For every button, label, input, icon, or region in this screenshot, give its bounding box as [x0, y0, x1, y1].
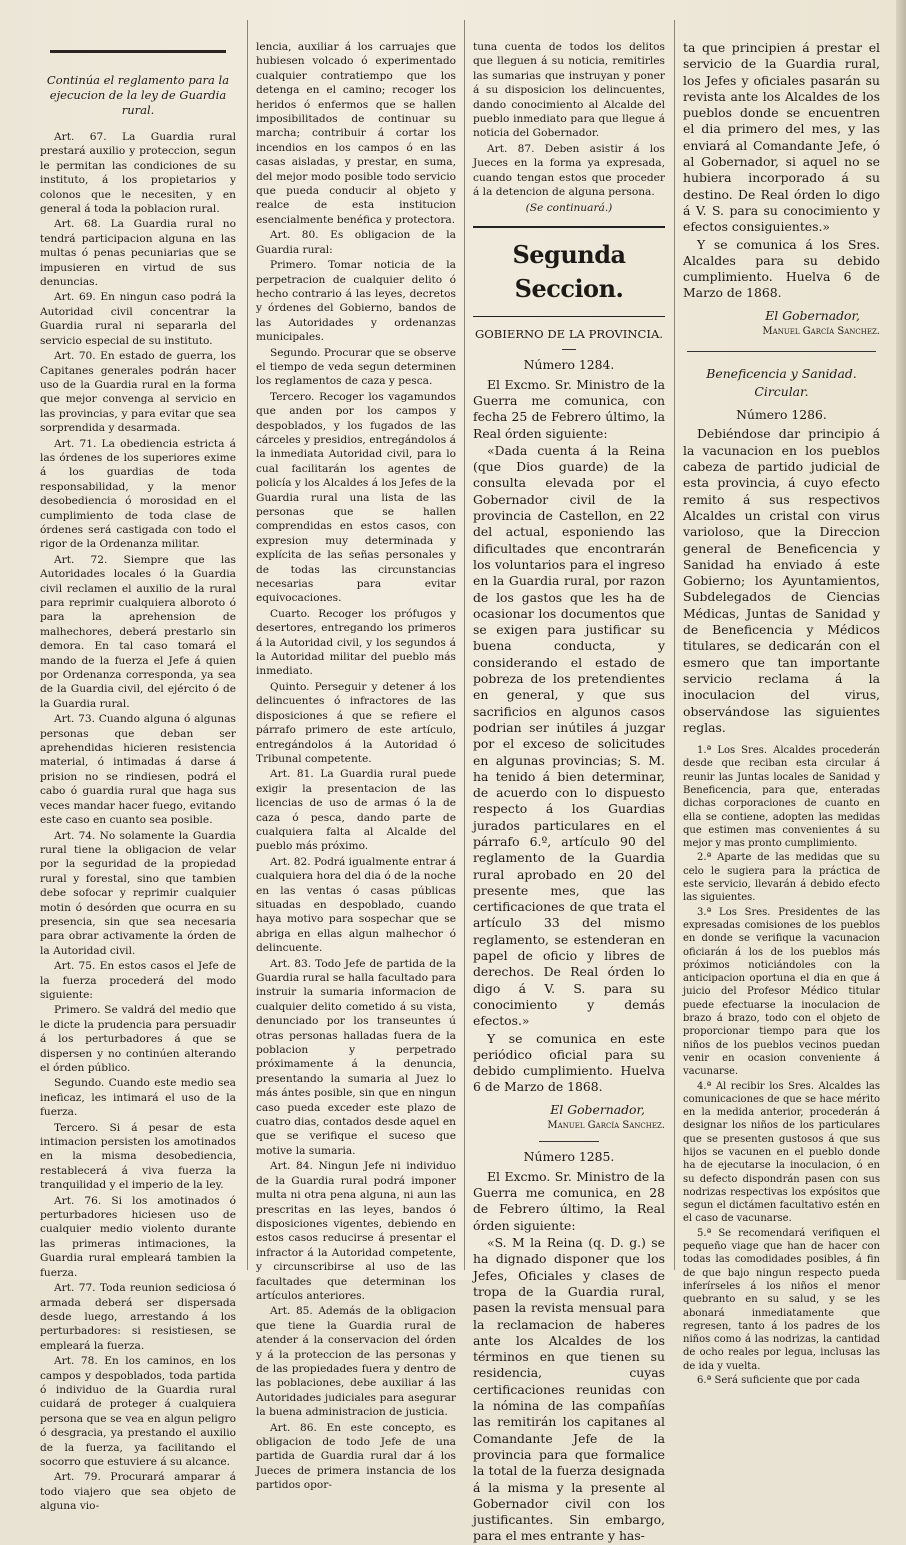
article-paragraph: Quinto. Perseguir y detener á los delincuentes ó infractores de las disposiciones á que se refiere el párrafo primero de este artículo, entregándolos á la Autoridad ó Tribunal competente. [256, 680, 456, 765]
rule-paragraph: 6.ª Será suficiente que por cada [697, 1375, 860, 1387]
signature-title: El Gobernador, [550, 1101, 645, 1117]
article-paragraph: Primero. Se valdrá del medio que le dicte la prudencia para persuadir á los perturbadores á que se dispersen y no continúen alterando el órden público. [40, 1004, 236, 1074]
column-divider [464, 20, 465, 1270]
article-paragraph: Cuarto. Recoger los prófugos y desertores, entregando los primeros á la Autoridad civil, y los segundos á la Autoridad militar del pueblo más inmediato. [256, 607, 456, 678]
article-paragraph: Art. 77. Toda reunion sediciosa ó armada deberá ser dispersada desde luego, arrestando á los perturbadores: si resistiesen, se empleará la fuerza. [40, 1282, 236, 1352]
section-rule [473, 226, 665, 228]
rule-paragraph: 5.ª Se recomendará verifiquen el pequeño viage que han de hacer con todas las comodidades posibles, á fin de que bajo ningun respecto pueda inferírseles á los niños el menor quebranto en su salud, y se les abonará inmediatamente que regresen, tanto á los padres de los niños como á las nodrizas, la cantidad de ocho reales por legua, inclusas las de ida y vuelta. [683, 1227, 880, 1372]
article-paragraph: lencia, auxiliar á los carruajes que hubiesen volcado ó experimentado cualquier contratiempo que los detenga en el camino; recoger los heridos ó enfermos que se hallen imposibilitados de continuar su marcha; contribuir á cortar los incendios en los campos ó en las casas aisladas, y prestar, en suma, del mejor modo posible todo servicio que pueda conducir al objeto y realce de esta institucion esencialmente benéfica y protectora. [256, 41, 456, 226]
page-edge [896, 0, 906, 1280]
decree-paragraph: Y se comunica á los Sres. Alcaldes para su debido cumplimiento. Huelva 6 de Marzo de 1868. [683, 236, 880, 301]
column-3 [473, 40, 665, 1544]
short-rule [562, 349, 576, 350]
signature-name: Manuel García Sanchez. [547, 1120, 665, 1132]
decree-paragraph: El Excmo. Sr. Ministro de la Guerra me comunica, en 28 de Febrero último, la Real órden siguiente: [473, 1168, 665, 1233]
article-paragraph: Art. 75. En estos casos el Jefe de la fuerza procederá del modo siguiente: [40, 960, 236, 1001]
signature-name: Manuel García Sanchez. [762, 326, 880, 338]
decree-number: Número 1284. [523, 357, 615, 373]
decree-paragraph: El Excmo. Sr. Ministro de la Guerra me comunica, con fecha 25 de Febrero último, la Real órden siguiente: [473, 376, 665, 441]
article-paragraph: Art. 80. Es obligacion de la Guardia rural: [256, 229, 456, 256]
signature-title: El Gobernador, [765, 307, 860, 323]
decree-paragraph: ta que principien á prestar el servicio de la Guardia rural, los Jefes y oficiales pasarán su revista ante los Alcaldes de los pueblos donde se encuentren el dia primero del mes, y las enviará al Comandante Jefe, ó al Gobernador, si aquel no se hubiera incorporado á su destino. De Real órden lo digo á V. S. para su conocimiento y efectos consiguientes.» [683, 40, 880, 235]
article-paragraph: Art. 82. Podrá igualmente entrar á cualquiera hora del dia ó de la noche en las ventas ó casas públicas situadas en despoblado, cuando haya motivo para sospechar que se abriga en ellas algun malhechor ó delincuente. [256, 855, 456, 955]
article-paragraph: Art. 81. La Guardia rural puede exigir la presentacion de las licencias de uso de armas ó la de caza ó pesca, dando parte de cualquiera falta al Alcalde del pueblo más próximo. [256, 768, 456, 853]
article-paragraph: Art. 72. Siempre que las Autoridades locales ó la Guardia civil reclamen el auxilio de la rural para reprimir cualquiera alboroto ó para la aprehension de malhechores, deberá prestarlo sin demora. En tal caso tomará el mando de la fuerza el Jefe á quien por Ordenanza corresponda, ya sea de la Guardia civil, del ejército ó de la Guardia rural. [40, 553, 236, 710]
article-paragraph: Art. 71. La obediencia estricta á las órdenes de los superiores exime á los guardias de toda responsabilidad, y la menor desobediencia ó morosidad en el cumplimiento de toda clase de órdenes será castigada con todo el rigor de la Ordenanza militar. [40, 437, 236, 551]
separator-rule [687, 351, 876, 352]
separator-rule [539, 1141, 599, 1142]
article-paragraph: Art. 68. La Guardia rural no tendrá participacion alguna en las multas ó penas pecuniarias que se impusieren en virtud de sus denuncias. [40, 218, 236, 289]
top-rule [50, 50, 226, 53]
column-4 [683, 40, 880, 1387]
circular-intro: Debiéndose dar principio á la vacunacion en los pueblos cabeza de partido judicial de esta provincia, á cuyo efecto remito á sus respectivos Alcaldes un cristal con virus varioloso, que la Direccion general de Beneficencia y Sanidad ha enviado á este Gobierno; los Ayuntamientos, Subdelegados de Ciencias Médicas, Juntas de Sanidad y de Beneficencia y Médicos titulares, se dedicarán con el esmero que tan importante servicio reclama á la inoculacion del virus, observándose las siguientes reglas. [683, 426, 880, 735]
rule-paragraph: 4.ª Al recibir los Sres. Alcaldes las comunicaciones de que se hace mérito en la medida anterior, procederán á designar los niños de los particulares que se presenten gustosos á que sus hijos se vacunen en el pueblo donde ha de ejecutarse la inoculacion, ó en su defecto dispondrán pasen con sus nodrizas respectivas los expósitos que segun el dictámen facultativo estén en el caso de vacunarse. [683, 1080, 880, 1225]
section-title: Segunda Seccion. [512, 239, 626, 303]
article-paragraph: Tercero. Si á pesar de esta intimacion persisten los amotinados en la misma desobediencia, restablecerá á viva fuerza la tranquilidad y el imperio de la ley. [40, 1121, 236, 1192]
column-divider [674, 20, 675, 1270]
article-paragraph: Art. 78. En los caminos, en los campos y despoblados, toda partida ó individuo de la Guardia rural cuidará de proteger á cualquiera persona que se vea en algun peligro ó desgracia, ya prestando el auxilio de la fuerza, ya facilitando el socorro que estuviere á su alcance. [40, 1355, 236, 1468]
column-divider [247, 20, 248, 1270]
article-paragraph: Art. 87. Deben asistir á los Jueces en la forma ya expresada, cuando tengan estos que proceder á la detencion de alguna persona. [473, 142, 665, 199]
decree-number: Número 1285. [523, 1149, 615, 1165]
section-rule [473, 316, 665, 317]
article-paragraph: Art. 67. La Guardia rural prestará auxilio y proteccion, segun le permitan las condiciones de su instituto, á los propietarios y colonos que le necesiten, y en general á toda la poblacion rural. [40, 131, 236, 216]
regulation-heading: Continúa el reglamento para la ejecucion de la ley de Guardia rural. [46, 73, 230, 117]
article-paragraph: Art. 70. En estado de guerra, los Capitanes generales podrán hacer uso de la Guardia rural en la forma que mejor convenga al servicio en las provincias, y para evitar que sea sorprendida y desarmada. [40, 350, 236, 435]
article-paragraph: Art. 76. Si los amotinados ó perturbadores hiciesen uso de cualquier medio violento durante las primeras intimaciones, la Guardia rural empleará tambien la fuerza. [40, 1194, 236, 1279]
article-paragraph: Art. 84. Ningun Jefe ni individuo de la Guardia rural podrá imponer multa ni otra pena alguna, ni aun las prescritas en las leyes, bandos ó disposiciones vigentes, debiendo en estos casos reducirse á presentar el infractor á la Autoridad competente, y circunscribirse al uso de las facultades que determinan los artículos anteriores. [256, 1160, 456, 1302]
article-paragraph: Art. 74. No solamente la Guardia rural tiene la obligacion de velar por la seguridad de la propiedad rural y forestal, sino que tambien debe sofocar y reprimir cualquier motin ó desórden que ocurra en su presencia, sin que sea necesaria para obrar activamente la órden de la Autoridad civil. [40, 829, 236, 957]
column-2 [256, 40, 456, 1492]
decree-paragraph: «S. M la Reina (q. D. g.) se ha dignado disponer que los Jefes, Oficiales y clases de tropa de la Guardia rural, pasen la revista mensual para la reclamacion de haberes ante los Alcaldes de los términos en que tienen su residencia, cuyas certificaciones reunidas con la nómina de las compañías las remitirán los capitanes al Comandante Jefe de la provincia para que formalice la total de la fuerza designada á la misma y la presente al Gobernador civil con los justificantes. Sin embargo, para el mes entrante y has- [473, 1235, 665, 1544]
rule-paragraph: 3.ª Los Sres. Presidentes de las expresadas comisiones de los pueblos en donde se verifique la vacunacion oficiarán á los de los pueblos más próximos noticiándoles con la anticipacion oportuna el dia en que á juicio del Profesor Médico titular puede efectuarse la inoculacion de brazo á brazo, todo con el objeto de proporcionar tiempo para que los niños de los pueblos vecinos puedan venir en ocasion conveniente á vacunarse. [683, 906, 880, 1078]
circular-number: Número 1286. [736, 407, 827, 423]
column-1 [40, 40, 236, 1513]
article-paragraph: Segundo. Procurar que se observe el tiempo de veda segun determinen los reglamentos de caza y pesca. [256, 346, 456, 388]
article-paragraph: Art. 85. Además de la obligacion que tiene la Guardia rural de atender á la conservacion del órden y á la proteccion de las personas y de las propiedades fuera y dentro de las poblaciones, debe auxiliar á las Autoridades judiciales para asegurar la buena administracion de justicia. [256, 1305, 456, 1419]
article-paragraph: Art. 69. En ningun caso podrá la Autoridad civil concentrar la Guardia rural ni separarla del servicio especial de su instituto. [40, 291, 236, 347]
article-paragraph: Art. 86. En este concepto, es obligacion de todo Jefe de una partida de Guardia rural dar á los Jueces de primera instancia de los partidos opor- [256, 1421, 456, 1492]
article-paragraph: Primero. Tomar noticia de la perpetracion de cualquier delito ó hecho contrario á las leyes, decretos y órdenes del Gobierno, bandos de las Autoridades y ordenanzas municipales. [256, 259, 456, 344]
decree-paragraph: «Dada cuenta á la Reina (que Dios guarde) de la consulta elevada por el Gobernador civil de la provincia de Castellon, en 22 del actual, esponiendo las dificultades que encontrarán los voluntarios para el ingreso en la Guardia rural, por razon de los gastos que les ha de ocasionar los documentos que se exigen para justificar su buena conducta, y considerando el estado de pobreza de los pretendientes en general, y que sus sacrificios en algunos casos podrian ser inútiles á juzgar por el exceso de solicitudes en algunas provincias; S. M. ha tenido á bien determinar, de acuerdo con lo dispuesto respecto á los Guardias jurados particulares en el párrafo 6.º, artículo 90 del reglamento de la Guardia rural aprobado en 20 del presente mes, que las certificaciones de que trata el artículo 33 del mismo reglamento, se estenderan en papel de oficio y libres de derechos. De Real órden lo digo á V. S. para su conocimiento y demás efectos.» [473, 442, 665, 1029]
article-paragraph: tuna cuenta de todos los delitos que lleguen á su noticia, remitirles las sumarias que instruyan y poner á su disposicion los delincuentes, dando conocimiento al Alcalde del pueblo inmediato para que llegue á noticia del Gobernador. [473, 41, 665, 140]
section-heading: Beneficencia y Sanidad. [706, 366, 857, 382]
article-paragraph: Art. 79. Procurará amparar á todo viajero que sea objeto de alguna vio- [40, 1471, 236, 1513]
article-paragraph: Art. 83. Todo Jefe de partida de la Guardia rural se halla facultado para instruir la sumaria informacion de cualquier delito cometido á su vista, denunciado por los transeuntes ú otras personas halladas fuera de la poblacion y perpetrado próximamente á la denuncia, presentando la sumaria al Juez lo más ántes posible, sin que en ningun caso pueda exceder este plazo de cuatro dias, contados desde aquel en que se verifique el suceso que motive la sumaria. [256, 957, 456, 1157]
government-heading: GOBIERNO DE LA PROVINCIA. [474, 326, 664, 341]
continuara-note: (Se continuará.) [525, 202, 613, 215]
article-paragraph: Segundo. Cuando este medio sea ineficaz, les intimará el uso de la fuerza. [40, 1077, 236, 1119]
rule-paragraph: 1.ª Los Sres. Alcaldes procederán desde que reciban esta circular á reunir las Juntas locales de Sanidad y Beneficencia, para que, enteradas dichas corporaciones de cuanto en ella se contiene, adopten las medidas que estimen mas convenientes á su mejor y mas pronto cumplimiento. [683, 745, 880, 850]
subsection-heading: Circular. [754, 383, 809, 399]
article-paragraph: Art. 73. Cuando alguna ó algunas personas que deban ser aprehendidas hicieren resistencia material, ó intimadas á darse á prision no se rindiesen, podrá el cabo ó guardia rural que haga sus veces mandar hacer fuego, evitando este caso en cuanto sea posible. [40, 713, 236, 827]
rule-paragraph: 2.ª Aparte de las medidas que su celo le sugiera para la práctica de este servicio, llevarán á debido efecto las siguientes. [683, 852, 880, 904]
decree-paragraph: Y se comunica en este periódico oficial para su debido cumplimiento. Huelva 6 de Marzo de 1868. [473, 1030, 665, 1095]
article-paragraph: Tercero. Recoger los vagamundos que anden por los campos y despoblados, y los fugados de las cárceles y presidios, entregándolos á la inmediata Autoridad civil, para lo cual facilitarán los agentes de policía y los Alcaldes á los Jefes de la Guardia rural una lista de las personas que se hallen comprendidas en estos casos, con expresion muy determinada y explícita de las señas personales y de todas las circunstancias necesarias para evitar equivocaciones. [256, 390, 456, 605]
